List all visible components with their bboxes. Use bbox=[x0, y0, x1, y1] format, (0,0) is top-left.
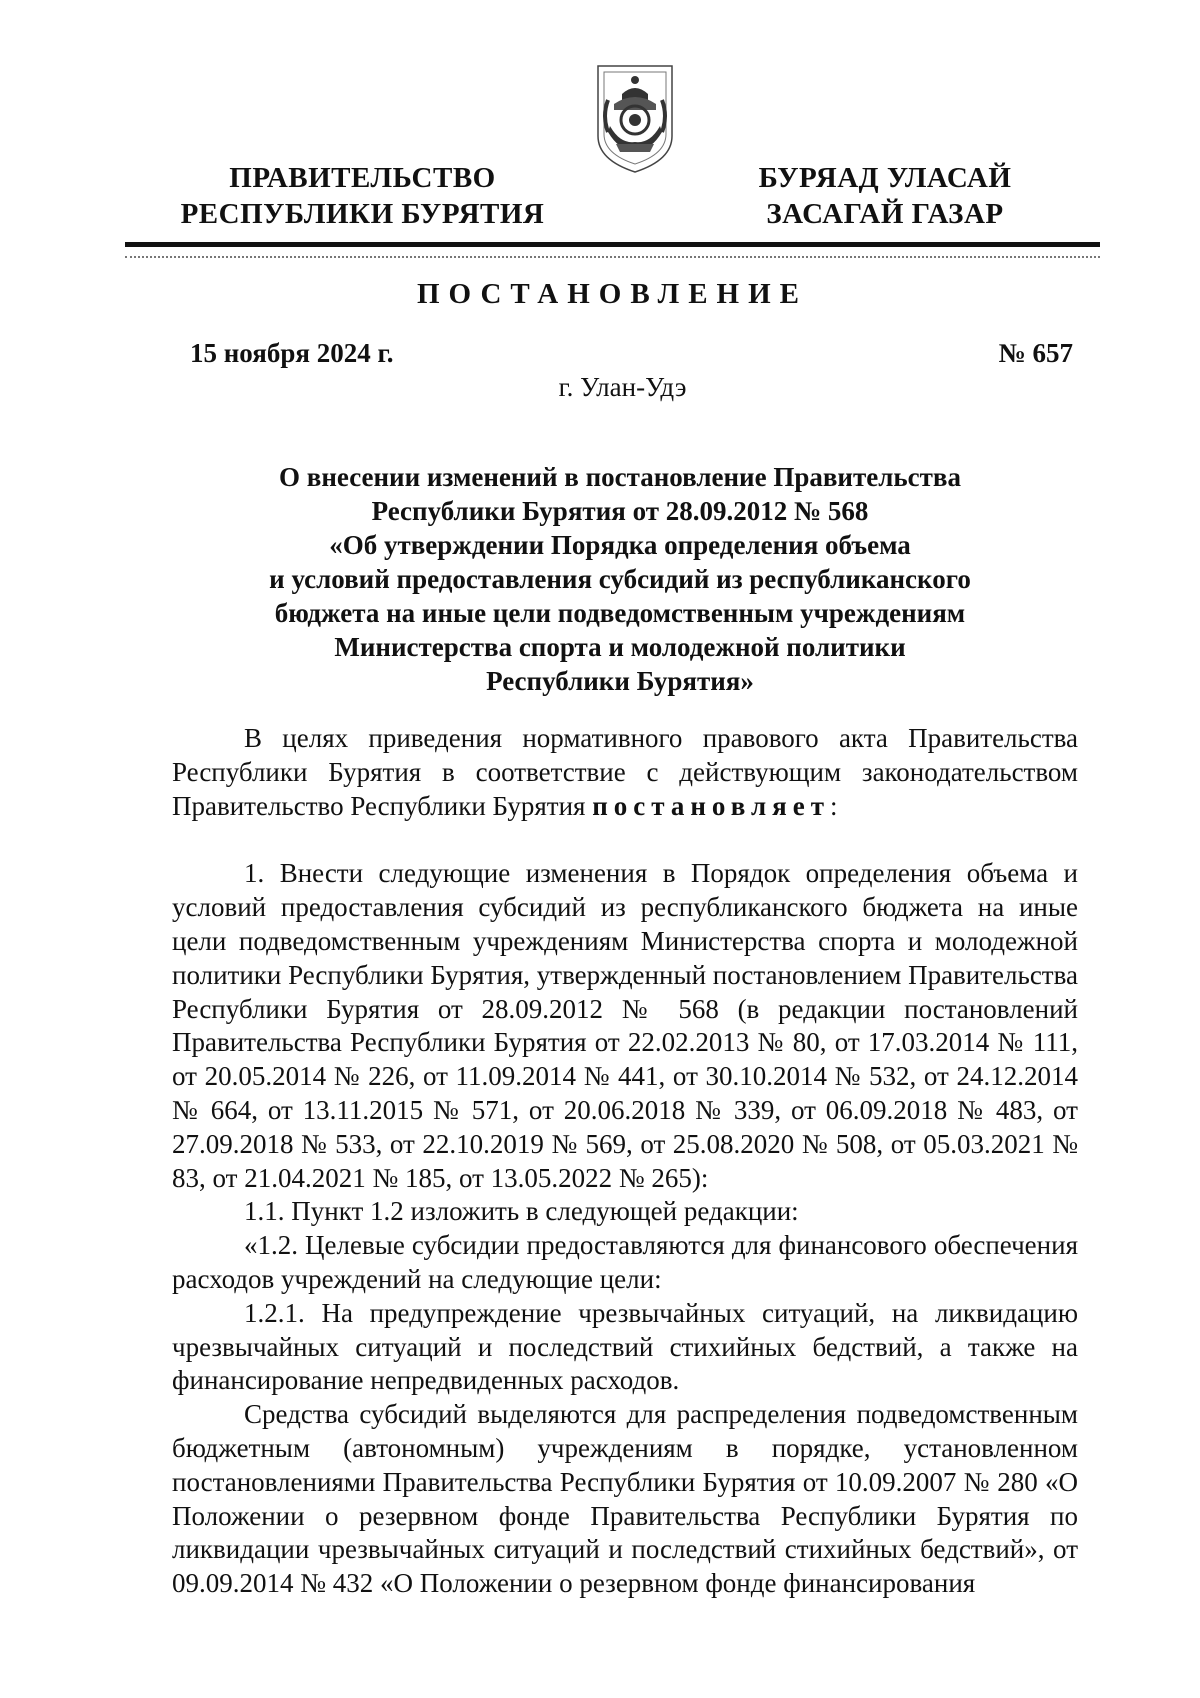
paragraph-funds: Средства субсидий выделяются для распределения подведомственным бюджетным (автономным) учреждениям в порядке, установленном постановлениями Правительства Республики Бурятия от 10.09.2007 № 280 «О Положении о резервном фонде Правительства Республики Бурятия по ликвидации чрезвычайных ситуаций и последствий стихийных бедствий», от 09.09.2014 № 432 «О Положении о резервном фонде финансирования bbox=[172, 1399, 1078, 1599]
government-name-ru-line1: ПРАВИТЕЛЬСТВО bbox=[229, 162, 496, 194]
coat-of-arms-icon bbox=[590, 60, 680, 176]
document-date: 15 ноября 2024 г. bbox=[190, 338, 394, 368]
preamble-paragraph bbox=[172, 722, 1078, 823]
document-title bbox=[170, 460, 1070, 698]
document-body bbox=[172, 722, 1078, 1601]
preamble-text: В целях приведения нормативного правового акта Правительства Республики Бурятия в соответствие с действующим законодательством Правительство Республики Бурятия bbox=[172, 723, 1078, 821]
title-line: бюджета на иные цели подведомственным учреждениям bbox=[274, 598, 966, 628]
paragraph-1-2-1: 1.2.1. На предупреждение чрезвычайных ситуаций, на ликвидацию чрезвычайных ситуаций и последствий стихийных бедствий, а также на финансирование непредвиденных расходов. bbox=[172, 1297, 1078, 1396]
title-line: Республики Бурятия» bbox=[486, 666, 754, 696]
header-divider-thick bbox=[125, 242, 1100, 247]
government-name-bua-line1: БУРЯАД УЛАСАЙ bbox=[758, 162, 1012, 194]
document-city: г. Улан-Удэ bbox=[558, 372, 687, 402]
title-line: О внесении изменений в постановление Правительства bbox=[279, 462, 961, 492]
title-line: «Об утверждении Порядка определения объема bbox=[329, 530, 911, 560]
paragraph-1-1: 1.1. Пункт 1.2 изложить в следующей редакции: bbox=[244, 1196, 799, 1227]
title-line: Республики Бурятия от 28.09.2012 № 568 bbox=[371, 496, 869, 526]
paragraph-1: 1. Внести следующие изменения в Порядок определения объема и условий предоставления субсидий из республиканского бюджета на иные цели подведомственным учреждениям Министерства спорта и молодежной политики Республики Бурятия, утвержденный постановлением Правительства Республики Бурятия от 28.09.2012 № 568 (в редакции постановлений Правительства Республики Бурятия от 22.02.2013 № 80, от 17.03.2014 № 111, от 20.05.2014 № 226, от 11.09.2014 № 441, от 30.10.2014 № 532, от 24.12.2014 № 664, от 13.11.2015 № 571, от 20.06.2018 № 339, от 06.09.2018 № 483, от 27.09.2018 № 533, от 22.10.2019 № 569, от 25.08.2020 № 508, от 05.03.2021 № 83, от 21.04.2021 № 185, от 13.05.2022 № 265): bbox=[172, 858, 1078, 1193]
preamble-end: : bbox=[829, 790, 838, 821]
title-line: Министерства спорта и молодежной политики bbox=[334, 632, 906, 662]
government-name-ru bbox=[170, 160, 555, 232]
header-divider-thin bbox=[125, 256, 1100, 258]
paragraph-1-2: «1.2. Целевые субсидии предоставляются для финансового обеспечения расходов учреждений на следующие цели: bbox=[172, 1230, 1078, 1294]
government-name-ru-line2: РЕСПУБЛИКИ БУРЯТИЯ bbox=[180, 198, 545, 230]
document-type: ПОСТАНОВЛЕНИЕ bbox=[416, 278, 808, 310]
government-name-bua-line2: ЗАСАГАЙ ГАЗАР bbox=[766, 198, 1004, 230]
government-name-bua bbox=[740, 160, 1030, 232]
preamble-keyword: постановляет bbox=[592, 790, 830, 821]
title-line: и условий предоставления субсидий из республиканского bbox=[269, 564, 971, 594]
document-number: № 657 bbox=[998, 338, 1073, 368]
